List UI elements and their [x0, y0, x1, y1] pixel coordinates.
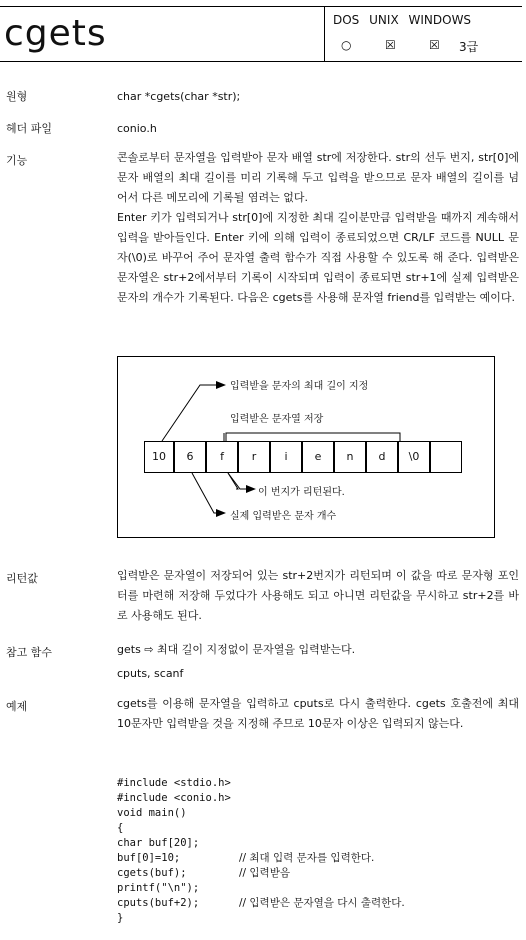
reference-line-2: cputs, scanf	[117, 667, 184, 680]
cell-char-f: f	[206, 441, 238, 473]
code-block	[117, 776, 517, 926]
label-stored-string: 입력받은 문자열 저장	[230, 414, 324, 425]
platform-windows: WINDOWS	[408, 13, 472, 27]
code-line: char buf[20];	[117, 837, 200, 849]
code-line: cgets(buf); // 입력받음	[117, 867, 290, 879]
return-value-text: 입력받은 문자열이 저장되어 있는 str+2번지가 리턴되며 이 값을 따로 문자형 포인터를 마련해 저장해 두었다가 사용해도 되고 아니면 리턴값을 무시하고 str+2를 바로 사용해도 된다.	[117, 569, 519, 622]
function-paragraph-2: Enter 키가 입력되거나 str[0]에 지정한 최대 길이분만큼 입력받을 때까지 계속해서 입력을 받아들인다. Enter 키에 의해 입력이 종료되었으면 CR/LF 코드를 NULL 문자(\0)로 바꾸어 주어 문자열 출력 함수가 직접 사용할 수 있도록 해 준다. 입력받은 문자열은 str+2에서부터 기록이 시작되며 입력이 종료되면 str+1에 실제 입력받은 문자의 개수가 기록된다. 다음은 cgets를 사용해 문자열 friend를 입력받는 예이다.	[117, 211, 519, 304]
code-line: #include <stdio.h>	[117, 777, 231, 789]
level-badge: 3급	[459, 40, 479, 54]
header-file-text: conio.h	[117, 122, 157, 135]
platform-dos: DOS	[333, 13, 360, 27]
unix-support-mark: ☒	[385, 38, 396, 52]
platform-list	[333, 13, 477, 27]
code-line: buf[0]=10; // 최대 입력 문자를 입력한다.	[117, 852, 375, 864]
cell-empty	[430, 441, 462, 473]
code-comment: // 입력받은 문자열을 다시 출력한다.	[239, 897, 405, 909]
code-line: printf("\n");	[117, 882, 200, 894]
cell-char-d: d	[366, 441, 398, 473]
label-max-length: 입력받을 문자의 최대 길이 지정	[230, 381, 369, 392]
example-label: 예제	[6, 700, 28, 713]
cell-char-r: r	[238, 441, 270, 473]
compatibility-box	[324, 7, 523, 61]
reference-label: 참고 함수	[6, 646, 53, 659]
dos-support-mark: ○	[341, 38, 352, 52]
prototype-text: char *cgets(char *str);	[117, 90, 241, 103]
cell-max-length: 10	[144, 441, 174, 473]
function-label: 기능	[6, 154, 28, 167]
function-title: cgets	[4, 13, 107, 54]
memory-diagram	[117, 356, 495, 538]
windows-support-mark: ☒	[429, 38, 440, 52]
cell-null: \0	[398, 441, 430, 473]
header-file-label: 헤더 파일	[6, 122, 53, 135]
cell-char-i: i	[270, 441, 302, 473]
code-line: {	[117, 822, 124, 834]
cell-count: 6	[174, 441, 206, 473]
cell-char-e: e	[302, 441, 334, 473]
code-comment: // 최대 입력 문자를 입력한다.	[239, 852, 375, 864]
example-text: cgets를 이용해 문자열을 입력하고 cputs로 다시 출력한다. cgets 호출전에 최대 10문자만 입력받을 것을 지정해 주므로 10문자 이상은 입력되지 않는다.	[117, 697, 519, 730]
code-line: void main()	[117, 807, 187, 819]
label-returned-address: 이 번지가 리턴된다.	[258, 487, 345, 498]
code-comment: // 입력받음	[239, 867, 290, 879]
function-paragraph-1: 콘솔로부터 문자열을 입력받아 문자 배열 str에 저장한다. str의 선두 번지, str[0]에 문자 배열의 최대 길이를 미리 기록해 두고 입력을 받으므로 문자 배열의 길이를 넘어서 다른 메모리에 기록될 염려는 없다.	[117, 151, 519, 204]
code-line: #include <conio.h>	[117, 792, 231, 804]
cell-char-n: n	[334, 441, 366, 473]
code-line: cputs(buf+2); // 입력받은 문자열을 다시 출력한다.	[117, 897, 405, 909]
platform-unix: UNIX	[369, 13, 399, 27]
page-header	[0, 6, 522, 62]
code-line: }	[117, 912, 124, 924]
function-description	[117, 148, 519, 308]
return-value-label: 리턴값	[6, 572, 38, 585]
reference-line-1: gets ⇨ 최대 길이 지정없이 문자열을 입력받는다.	[117, 643, 356, 656]
label-actual-count: 실제 입력받은 문자 개수	[230, 511, 337, 522]
prototype-label: 원형	[6, 90, 28, 103]
